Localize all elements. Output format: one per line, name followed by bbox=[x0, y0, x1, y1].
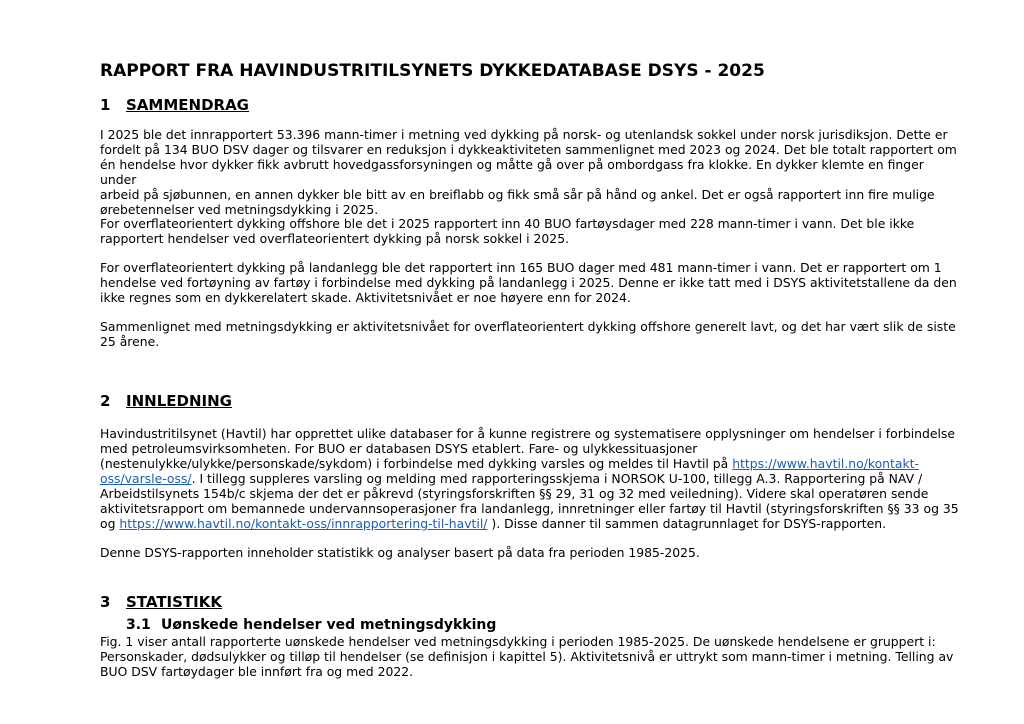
document-title: RAPPORT FRA HAVINDUSTRITILSYNETS DYKKEDATABASE DSYS - 2025 bbox=[100, 61, 765, 81]
summary-paragraph: For overflateorientert dykking på landanlegg ble det rapportert inn 165 BUO dager med 481 mann-timer i vann. Det er rapportert om 1 hendelse ved fortøyning av fartøy i forbindelse med dykking på landanlegg i 2025. Denne er ikke tatt med i DSYS aktivitetstallene da den ikke regnes som en dykkerelatert skade. Aktivitetsnivået er noe høyere enn for 2024. bbox=[100, 260, 957, 305]
section-number: 3 bbox=[100, 593, 111, 611]
section-number: 1 bbox=[100, 96, 111, 114]
section-title: STATISTIKK bbox=[126, 593, 222, 611]
intro-text: Havindustritilsynet (Havtil) har opprettet ulike databaser for å kunne registrere og systematisere opplysninger om hendelser i forbindelse med petroleumsvirksomheten. For BUO er databasen DSYS etablert. Fare- og ulykkessituasjoner (nestenulykke/ulykke/personskade/sykdom) i forbindelse med dykking varsles og meldes til Havtil på bbox=[100, 426, 956, 471]
section-title: INNLEDNING bbox=[126, 392, 232, 410]
section-heading-sammendrag bbox=[100, 96, 249, 114]
statistics-paragraph: Fig. 1 viser antall rapporterte uønskede hendelser ved metningsdykking i perioden 1985-2025. De uønskede hendelsene er gruppert i: Personskader, dødsulykker og tilløp til hendelser (se definisjon i kapittel 5). Aktivitetsnivå er uttrykt som mann-timer i metning. Telling av BUO DSV fartøydager ble innført fra og med 2022. bbox=[100, 634, 954, 679]
summary-paragraph: Sammenlignet med metningsdykking er aktivitetsnivået for overflateorientert dykking offshore generelt lavt, og det har vært slik de siste 25 årene. bbox=[100, 319, 956, 349]
subsection-heading bbox=[126, 617, 496, 633]
section-number: 2 bbox=[100, 392, 111, 410]
intro-text: ). Disse danner til sammen datagrunnlaget for DSYS-rapporten. bbox=[487, 516, 887, 531]
intro-paragraph bbox=[100, 426, 960, 531]
section-title: SAMMENDRAG bbox=[126, 96, 249, 114]
report-link-text: https://www.havtil.no/kontakt- bbox=[732, 456, 919, 471]
section-heading-statistikk bbox=[100, 593, 222, 611]
intro-closing-paragraph: Denne DSYS-rapporten inneholder statistikk og analyser basert på data fra perioden 1985-2025. bbox=[100, 545, 700, 560]
intro-text: . I tillegg suppleres varsling og melding med rapporteringsskjema i NORSOK U-100, tillegg A.3. Rapportering på NAV / Arbeidstilsynets 154b/c skjema der det er påkrevd (styringsforskriften §§ 29, 31 og 32 med veiledning). Videre skal operatøren sende aktivitetsrapport om bemannede undervannsoperasjoner fra landanlegg, innretninger eller fartøy til Havtil (styringsforskriften §§ 33 og 35 og bbox=[100, 471, 959, 531]
section-heading-innledning bbox=[100, 392, 232, 410]
summary-paragraph: For overflateorientert dykking offshore ble det i 2025 rapportert inn 40 BUO fartøysdager med 228 mann-timer i vann. Det ble ikke rapportert hendelser ved overflateorientert dykking på norsk sokkel i 2025. bbox=[100, 216, 915, 246]
reporting-link[interactable]: https://www.havtil.no/kontakt-oss/innrapportering-til-havtil/ bbox=[119, 516, 488, 531]
report-link-text: oss/varsle-oss/ bbox=[100, 471, 192, 486]
subsection-title: Uønskede hendelser ved metningsdykking bbox=[161, 617, 497, 633]
summary-paragraph: I 2025 ble det innrapportert 53.396 mann-timer i metning ved dykking på norsk- og utenlandsk sokkel under norsk jurisdiksjon. Dette er fordelt på 134 BUO DSV dager og tilsvarer en reduksjon i dykkeaktiviteten sammenlignet med 2023 og 2024. Det ble totalt rapportert om én hendelse hvor dykker fikk avbrutt hovedgassforsyningen og måtte gå over på ombordgass fra klokke. En dykker klemte en finger under arbeid på sjøbunnen, en annen dykker ble bitt av en breiflabb og fikk små sår på hånd og ankel. Det er også rapportert inn fire mulige ørebetennelser ved metningsdykking i 2025. bbox=[100, 127, 957, 217]
subsection-number: 3.1 bbox=[126, 617, 151, 633]
